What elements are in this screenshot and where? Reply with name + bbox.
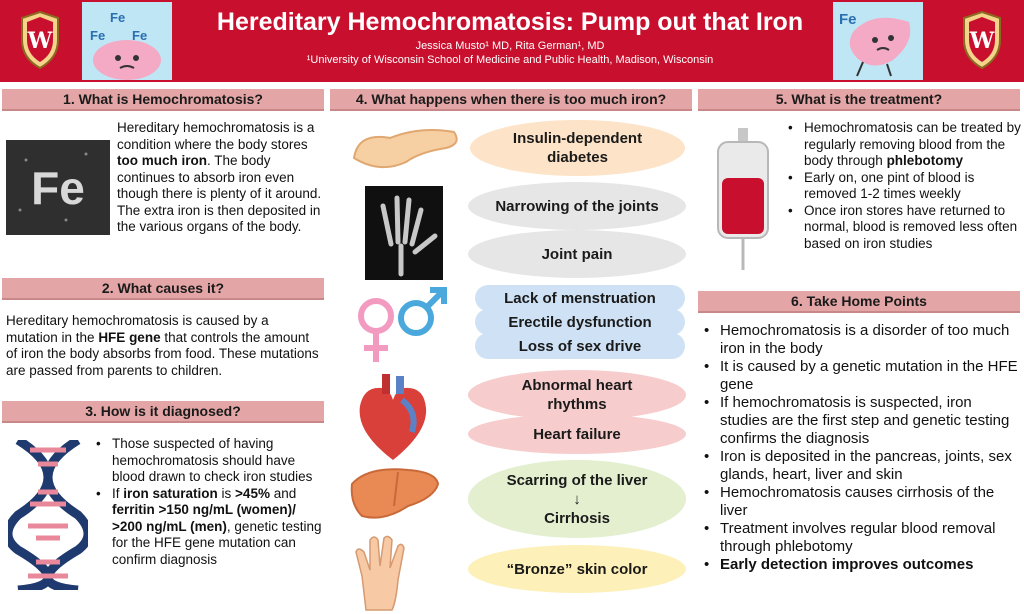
skin-color-pill: “Bronze” skin color bbox=[468, 545, 686, 593]
narrowing-joints-pill: Narrowing of the joints bbox=[468, 182, 686, 230]
blood-bag-icon bbox=[712, 128, 774, 270]
take-home-point: • Hemochromatosis causes cirrhosis of the liver bbox=[702, 484, 1020, 520]
heart-rhythm-line-2: rhythms bbox=[547, 396, 607, 413]
section-1-text: Hereditary hemochromatosis is a condition where the body stores too much iron. The body continues to absorb iron even though there is plenty of it around. The extra iron is then deposited in the various organs of the body. bbox=[117, 120, 322, 234]
section-5-bullets bbox=[786, 120, 1022, 252]
fe-letter-3: Fe bbox=[132, 28, 148, 43]
crest-letter-right: W bbox=[969, 28, 995, 54]
uw-crest-logo bbox=[18, 10, 62, 70]
heart-rhythm-line-1: Abnormal heart bbox=[521, 377, 633, 394]
section-1-heading: 1. What is Hemochromatosis? bbox=[2, 89, 324, 111]
crest-letter: W bbox=[27, 28, 53, 54]
poster-header bbox=[0, 0, 1024, 82]
diabetes-line-1: Insulin-dependent bbox=[512, 130, 643, 147]
iron-mascot-illustration bbox=[82, 2, 172, 80]
section-2-heading: 2. What causes it? bbox=[2, 278, 324, 300]
pancreas-icon bbox=[350, 118, 462, 174]
section-3-bullets bbox=[94, 436, 324, 568]
joint-pain-pill: Joint pain bbox=[468, 230, 686, 278]
poster-affiliation: ¹University of Wisconsin School of Medicine and Public Health, Madison, Wisconsin bbox=[306, 54, 714, 66]
menstruation-pill: Lack of menstruation bbox=[475, 285, 685, 311]
hand-icon bbox=[352, 532, 408, 612]
fe-letter-2: Fe bbox=[90, 28, 106, 43]
arrow-down-icon: ↓ bbox=[573, 490, 581, 508]
treatment-bullet-3: • Once iron stores have returned to normal, blood is removed less often based on iron studies bbox=[786, 203, 1022, 253]
heart-icon bbox=[352, 372, 434, 464]
diagnosis-bullet-1: • Those suspected of having hemochromatosis should have blood drawn to check iron studies bbox=[94, 436, 324, 486]
libido-pill: Loss of sex drive bbox=[475, 333, 685, 359]
iron-powder-image bbox=[6, 140, 110, 235]
take-home-point: • Treatment involves regular blood removal through phlebotomy bbox=[702, 520, 1020, 556]
liver-icon bbox=[348, 464, 440, 526]
liver-scarring-text: Scarring of the liver bbox=[506, 471, 648, 489]
heart-rhythm-pill bbox=[468, 370, 686, 420]
diabetes-line-2: diabetes bbox=[547, 149, 608, 166]
take-home-point: • Iron is deposited in the pancreas, joints, sex glands, heart, liver and skin bbox=[702, 448, 1020, 484]
take-home-point-bold: • Early detection improves outcomes bbox=[702, 556, 1020, 574]
hand-xray-icon bbox=[365, 186, 443, 280]
fe-letter-1: Fe bbox=[110, 10, 126, 25]
section-6-heading: 6. Take Home Points bbox=[698, 291, 1020, 313]
section-5-heading: 5. What is the treatment? bbox=[698, 89, 1020, 111]
take-home-point: • It is caused by a genetic mutation in the HFE gene bbox=[702, 358, 1020, 394]
fe-image-text: Fe bbox=[31, 162, 85, 214]
poster-authors: Jessica Musto¹ MD, Rita German¹, MD bbox=[415, 40, 605, 52]
take-home-point: • Hemochromatosis is a disorder of too much iron in the body bbox=[702, 322, 1020, 358]
section-4-heading: 4. What happens when there is too much iron? bbox=[330, 89, 692, 111]
diagnosis-bullet-2: • If iron saturation is >45% and ferritin >150 ng/mL (women)/ >200 ng/mL (men), genetic testing for the HFE gene mutation can confirm diagnosis bbox=[94, 486, 324, 569]
treatment-bullet-2: • Early on, one pint of blood is removed 1-2 times weekly bbox=[786, 170, 1022, 203]
poster-title: Hereditary Hemochromatosis: Pump out that Iron bbox=[216, 8, 804, 36]
fe-letter-right: Fe bbox=[839, 11, 857, 28]
cirrhosis-text: Cirrhosis bbox=[544, 509, 610, 527]
gender-symbols-icon bbox=[352, 282, 452, 368]
erectile-pill: Erectile dysfunction bbox=[475, 309, 685, 335]
dna-icon bbox=[8, 440, 88, 590]
take-home-point: • If hemochromatosis is suspected, iron studies are the first step and genetic testing confirms the diagnosis bbox=[702, 394, 1020, 448]
section-3-heading: 3. How is it diagnosed? bbox=[2, 401, 324, 423]
uw-crest-logo-right bbox=[960, 10, 1004, 70]
liver-mascot-illustration bbox=[833, 2, 923, 80]
diabetes-pill bbox=[470, 120, 685, 176]
treatment-bullet-1: • Hemochromatosis can be treated by regularly removing blood from the body through phlebotomy bbox=[786, 120, 1022, 170]
take-home-points-list bbox=[702, 322, 1020, 574]
section-2-text: Hereditary hemochromatosis is caused by a mutation in the HFE gene that controls the amount of iron the body absorbs from food. These mutations are passed from parents to children. bbox=[6, 313, 319, 378]
liver-pill bbox=[468, 460, 686, 538]
heart-failure-pill: Heart failure bbox=[468, 414, 686, 454]
